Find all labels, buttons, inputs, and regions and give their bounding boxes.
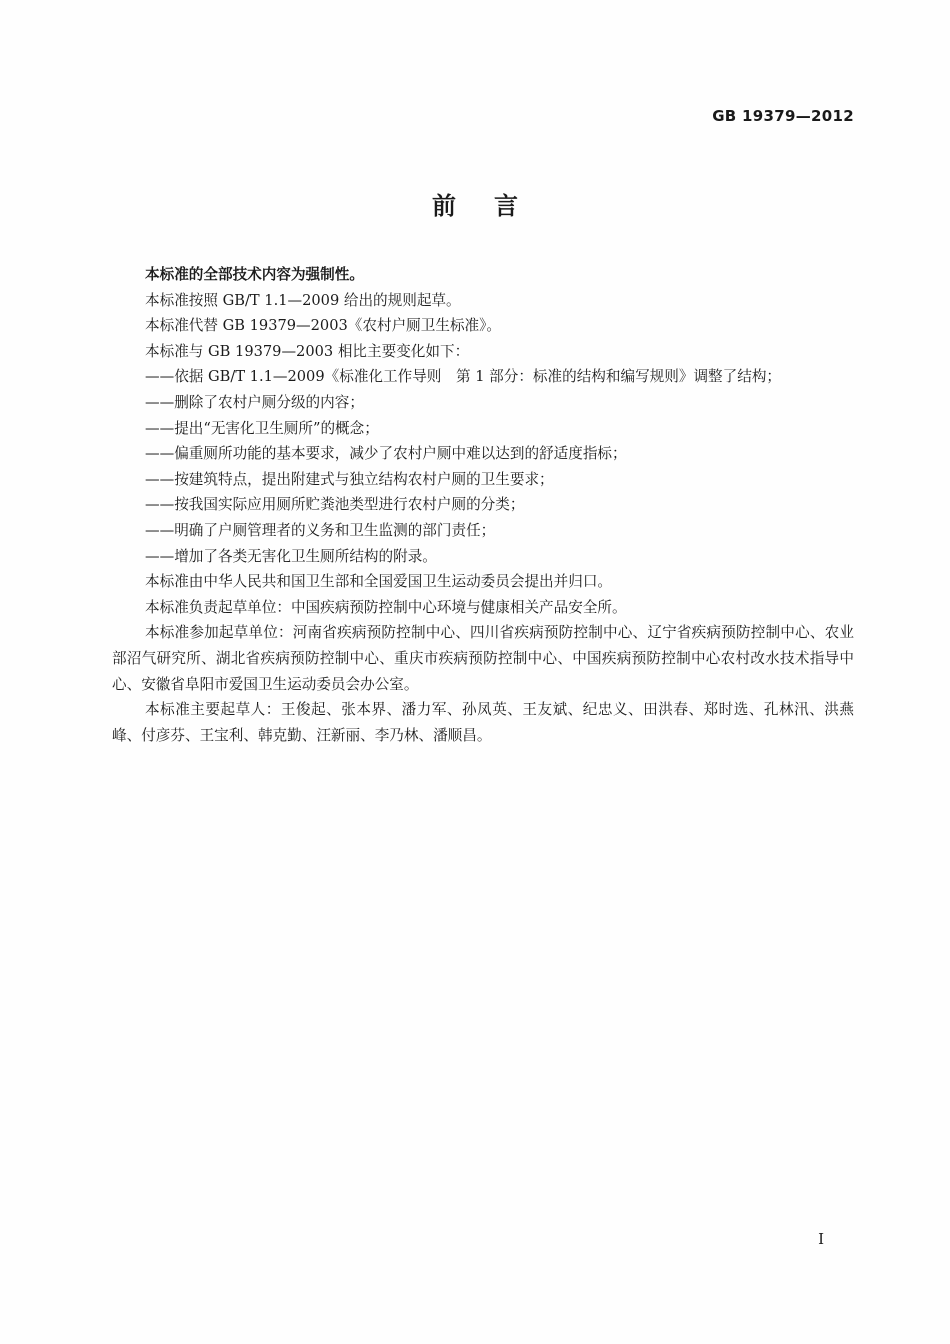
change-item: ——明确了户厕管理者的义务和卫生监测的部门责任； [145,521,496,539]
page-number: I [818,1230,824,1248]
paragraph-changes-intro: 本标准与 GB 19379—2003 相比主要变化如下： [145,342,470,360]
paragraph-drafting-rules: 本标准按照 GB/T 1.1—2009 给出的规则起草。 [145,291,461,309]
paragraph-mandatory-statement: 本标准的全部技术内容为强制性。 [145,266,364,283]
paragraph-participating-drafters: 本标准参加起草单位：河南省疾病预防控制中心、四川省疾病预防控制中心、辽宁省疾病预防控制中心、农业部沼气研究所、湖北省疾病预防控制中心、重庆市疾病预防控制中心、中国疾病预防控制中心农村改水技术指导中心、安徽省阜阳市爱国卫生运动委员会办公室。 [112,624,854,693]
standard-code: GB 19379—2012 [712,107,854,125]
change-item: ——删除了农村户厕分级的内容； [145,393,364,411]
change-item: ——提出“无害化卫生厕所”的概念； [145,419,379,437]
foreword-body [112,262,854,748]
paragraph-lead-drafter: 本标准负责起草单位：中国疾病预防控制中心环境与健康相关产品安全所。 [145,598,627,616]
change-item: ——按建筑特点，提出附建式与独立结构农村户厕的卫生要求； [145,470,554,488]
change-item: ——依据 GB/T 1.1—2009《标准化工作导则 第 1 部分：标准的结构和编写规则》调整了结构； [145,368,782,386]
change-item: ——偏重厕所功能的基本要求，减少了农村户厕中难以达到的舒适度指标； [145,445,627,463]
page-title: 前言 [432,192,556,220]
paragraph-proposer: 本标准由中华人民共和国卫生部和全国爱国卫生运动委员会提出并归口。 [145,573,613,591]
change-item: ——按我国实际应用厕所贮粪池类型进行农村户厕的分类； [145,496,525,514]
change-item: ——增加了各类无害化卫生厕所结构的附录。 [145,547,437,565]
paragraph-replaces: 本标准代替 GB 19379—2003《农村户厕卫生标准》。 [145,317,502,335]
paragraph-main-authors: 本标准主要起草人：王俊起、张本界、潘力军、孙凤英、王友斌、纪忠义、田洪春、郑时选、孔林汛、洪燕峰、付彦芬、王宝利、韩克勤、汪新丽、李乃林、潘顺昌。 [112,701,854,744]
